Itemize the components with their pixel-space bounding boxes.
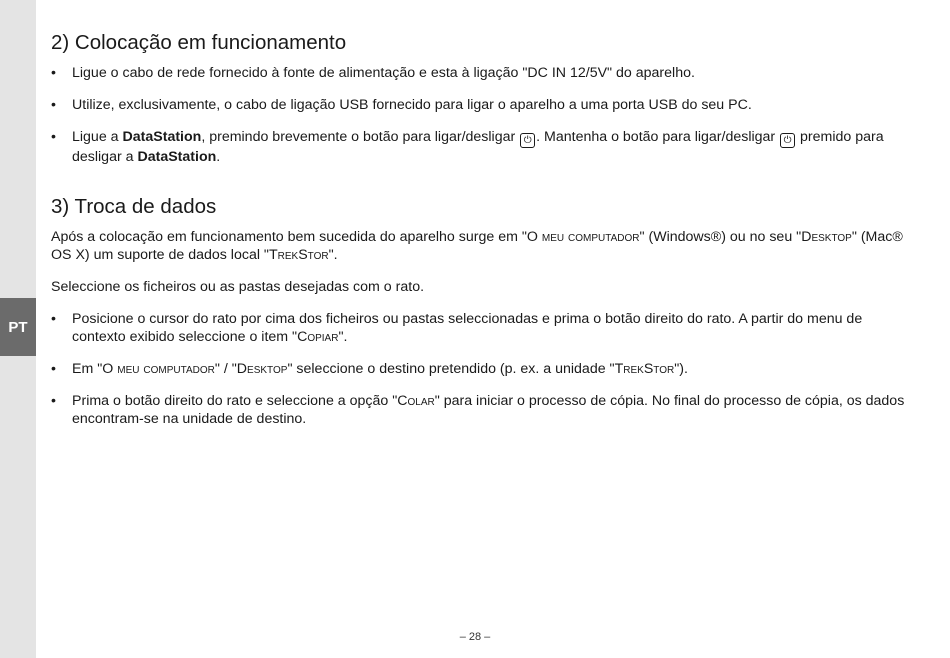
text: Após a colocação em funcionamento bem sucedida do aparelho surge em " xyxy=(51,229,527,245)
text: premido para desligar a xyxy=(72,129,884,165)
text: " para iniciar o processo de cópia. No final do processo de cópia, os dados encontram-se na unidade de destino. xyxy=(72,393,905,427)
page-number: – 28 – xyxy=(459,631,491,643)
brand-name: DataStation xyxy=(137,149,217,165)
section-heading-setup: 2) Colocação em funcionamento xyxy=(51,31,347,54)
text: ". xyxy=(338,329,348,345)
paragraph xyxy=(51,228,916,264)
text: "). xyxy=(674,361,688,377)
text: , premindo brevemente o botão para ligar/desligar xyxy=(201,129,520,145)
main-content xyxy=(51,30,916,442)
language-tab: PT xyxy=(0,298,36,356)
list-item: • Ligue o cabo de rede fornecido à fonte de alimentação e esta à ligação "DC IN 12/5V" do aparelho. xyxy=(51,64,916,82)
ui-term: O meu computador xyxy=(102,361,215,377)
paragraph: Seleccione os ficheiros ou as pastas desejadas com o rato. xyxy=(51,279,425,295)
text: Ligue a xyxy=(72,129,123,145)
text: " seleccione o destino pretendido (p. ex. a unidade " xyxy=(287,361,615,377)
power-icon: ⏻ xyxy=(520,133,535,148)
text: . Mantenha o botão para ligar/desligar xyxy=(536,129,780,145)
list-item xyxy=(51,128,916,166)
list-item xyxy=(51,310,916,346)
list-item xyxy=(51,360,916,378)
ui-term: Colar xyxy=(397,393,435,409)
list-item: • Utilize, exclusivamente, o cabo de ligação USB fornecido para ligar o aparelho a uma porta USB do seu PC. xyxy=(51,96,916,114)
ui-term: Copiar xyxy=(297,329,339,345)
ui-term: Desktop xyxy=(801,229,852,245)
data-exchange-list xyxy=(51,310,916,428)
ui-term: Desktop xyxy=(236,361,288,377)
text: " / " xyxy=(214,361,237,377)
setup-list xyxy=(51,64,916,166)
brand-name: DataStation xyxy=(122,129,202,145)
list-item xyxy=(51,392,916,428)
text: . xyxy=(216,149,221,165)
text: Em " xyxy=(72,361,103,377)
section-heading-data-exchange: 3) Troca de dados xyxy=(51,195,217,218)
text: Prima o botão direito do rato e seleccione a opção " xyxy=(72,393,398,409)
text: " (Mac® OS X) um suporte de dados local " xyxy=(51,229,903,263)
ui-term: TrekStor xyxy=(614,361,675,377)
text: Posicione o cursor do rato por cima dos ficheiros ou pastas seleccionadas e prima o botão direito do rato. A partir do menu de contexto exibido seleccione o item " xyxy=(72,311,863,345)
power-icon: ⏻ xyxy=(780,133,795,148)
ui-term: O meu computador xyxy=(526,229,640,245)
ui-term: TrekStor xyxy=(268,247,329,263)
text: ". xyxy=(328,247,338,263)
text: " (Windows®) ou no seu " xyxy=(639,229,802,245)
